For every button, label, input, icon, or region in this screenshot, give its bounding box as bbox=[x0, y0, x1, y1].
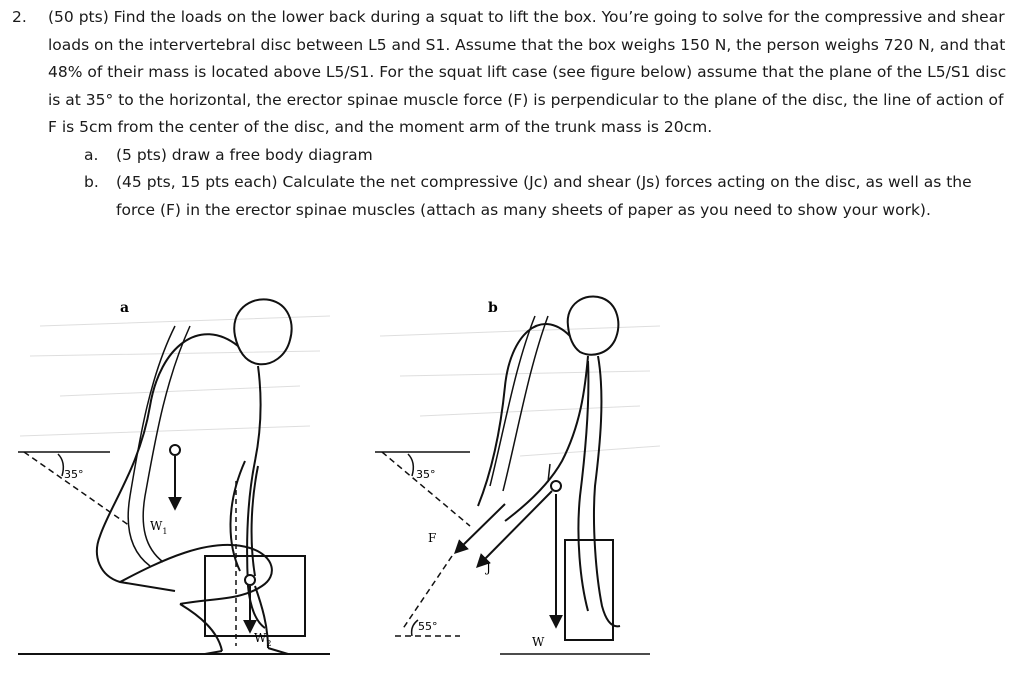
panel-b-angle-reference bbox=[375, 452, 470, 526]
panel-a-label: a bbox=[120, 300, 130, 316]
panel-a-w1-center-of-mass bbox=[170, 445, 180, 455]
subpart-b bbox=[84, 169, 1012, 224]
panel-a-w2-label: $W_2$ bbox=[254, 631, 272, 648]
subpart-a-text: (5 pts) draw a free body diagram bbox=[116, 145, 373, 164]
panel-b-force-j-label: J bbox=[486, 561, 491, 575]
panel-a bbox=[18, 299, 330, 654]
panel-b-pivot bbox=[551, 481, 561, 491]
panel-a-person bbox=[97, 299, 292, 654]
subpart-list bbox=[84, 142, 1012, 225]
panel-b-label: b bbox=[488, 300, 498, 316]
subpart-a bbox=[84, 142, 1012, 170]
panel-a-angle-reference bbox=[18, 452, 130, 526]
subpart-b-text: (45 pts, 15 pts each) Calculate the net compressive (Jc) and shear (Js) forces acting on the disc, as well as the force (F) in the erector spinae muscles (attach as many sheets of paper as you need to show your work). bbox=[116, 173, 972, 219]
panel-b-force-f-label: F bbox=[428, 531, 437, 545]
panel-b bbox=[375, 296, 650, 654]
problem-text: (50 pts) Find the loads on the lower back during a squat to lift the box. You’re going to solve for the compressive and shear loads on the intervertebral disc between L5 and S1. Assume that the box weighs 150 N, the person weighs 720 N, and that 48% of their mass is located above L5/S1. For the squat lift case (see figure below) assume that the plane of the L5/S1 disc is at 35° to the horizontal, the erector spinae muscle force (F) is perpendicular to the plane of the disc, the line of action of F is 5cm from the center of the disc, and the moment arm of the trunk mass is 20cm. bbox=[48, 8, 1007, 136]
squat-figure-svg bbox=[0, 286, 1024, 677]
panel-b-bottom-angle-label: 55° bbox=[418, 620, 438, 633]
subpart-a-letter: a. bbox=[84, 145, 99, 164]
panel-b-box bbox=[565, 540, 613, 640]
panel-a-box bbox=[205, 556, 305, 636]
panel-b-weight-label: W bbox=[532, 635, 545, 649]
background-texture bbox=[20, 316, 660, 456]
panel-a-w2-center-of-mass bbox=[245, 575, 255, 585]
panel-b-dashed-line bbox=[402, 556, 452, 630]
problem-number: 2. bbox=[12, 8, 27, 26]
problem-statement bbox=[12, 4, 1012, 142]
panel-b-angle-label: 35° bbox=[416, 468, 436, 481]
squat-figure bbox=[0, 286, 1024, 677]
panel-a-angle-label: 35° bbox=[64, 468, 84, 481]
panel-b-force-j-arrow bbox=[478, 491, 552, 566]
panel-b-person bbox=[478, 296, 620, 626]
subpart-b-letter: b. bbox=[84, 173, 99, 191]
problem-block bbox=[12, 4, 1012, 224]
panel-a-w1-label: $W_1$ bbox=[150, 519, 168, 536]
